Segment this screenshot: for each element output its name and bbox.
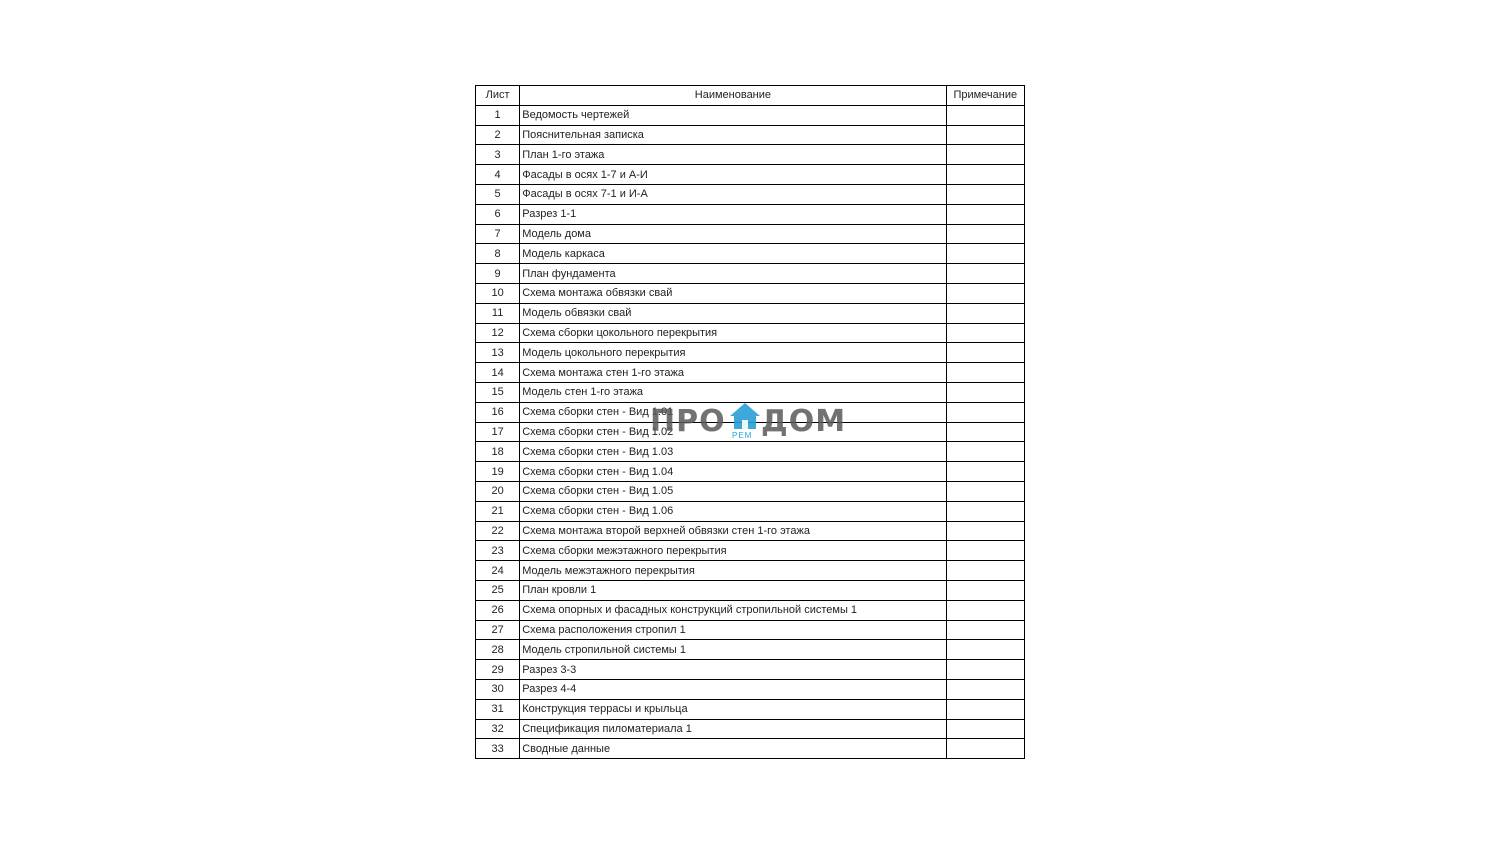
- row-drawing-name: Схема сборки стен - Вид 1.05: [520, 481, 946, 501]
- table-row: [476, 640, 1025, 660]
- table-row: [476, 660, 1025, 680]
- row-sheet-number: 28: [476, 640, 520, 660]
- row-sheet-number: 30: [476, 679, 520, 699]
- row-sheet-number: 3: [476, 145, 520, 165]
- table-row: [476, 481, 1025, 501]
- table-header-row: [476, 86, 1025, 106]
- row-drawing-name: Фасады в осях 7-1 и И-А: [520, 184, 946, 204]
- row-drawing-name: Схема монтажа обвязки свай: [520, 283, 946, 303]
- row-note: [946, 402, 1024, 422]
- row-note: [946, 283, 1024, 303]
- row-drawing-name: Модель цокольного перекрытия: [520, 343, 946, 363]
- table-row: [476, 264, 1025, 284]
- row-drawing-name: План 1-го этажа: [520, 145, 946, 165]
- table-row: [476, 719, 1025, 739]
- table-row: [476, 422, 1025, 442]
- row-drawing-name: Схема сборки стен - Вид 1.02: [520, 422, 946, 442]
- drawings-list-table: [475, 85, 1025, 759]
- table-row: [476, 343, 1025, 363]
- row-sheet-number: 24: [476, 561, 520, 581]
- row-sheet-number: 14: [476, 363, 520, 383]
- row-note: [946, 343, 1024, 363]
- table-row: [476, 145, 1025, 165]
- row-drawing-name: Ведомость чертежей: [520, 105, 946, 125]
- row-drawing-name: Схема сборки межэтажного перекрытия: [520, 541, 946, 561]
- row-sheet-number: 15: [476, 382, 520, 402]
- table-row: [476, 600, 1025, 620]
- row-note: [946, 501, 1024, 521]
- table-row: [476, 699, 1025, 719]
- table-row: [476, 323, 1025, 343]
- row-note: [946, 204, 1024, 224]
- row-sheet-number: 23: [476, 541, 520, 561]
- row-drawing-name: Модель обвязки свай: [520, 303, 946, 323]
- row-sheet-number: 17: [476, 422, 520, 442]
- row-drawing-name: Схема сборки стен - Вид 1.03: [520, 442, 946, 462]
- table-row: [476, 382, 1025, 402]
- row-sheet-number: 9: [476, 264, 520, 284]
- table-row: [476, 739, 1025, 759]
- row-sheet-number: 20: [476, 481, 520, 501]
- row-sheet-number: 32: [476, 719, 520, 739]
- table-row: [476, 521, 1025, 541]
- row-note: [946, 363, 1024, 383]
- row-note: [946, 165, 1024, 185]
- row-sheet-number: 5: [476, 184, 520, 204]
- row-note: [946, 244, 1024, 264]
- row-note: [946, 660, 1024, 680]
- row-sheet-number: 21: [476, 501, 520, 521]
- row-sheet-number: 7: [476, 224, 520, 244]
- row-sheet-number: 25: [476, 580, 520, 600]
- row-note: [946, 521, 1024, 541]
- row-note: [946, 600, 1024, 620]
- row-note: [946, 323, 1024, 343]
- table-row: [476, 442, 1025, 462]
- row-note: [946, 184, 1024, 204]
- row-drawing-name: Сводные данные: [520, 739, 946, 759]
- row-drawing-name: Модель межэтажного перекрытия: [520, 561, 946, 581]
- table-row: [476, 402, 1025, 422]
- row-note: [946, 640, 1024, 660]
- row-drawing-name: Спецификация пиломатериала 1: [520, 719, 946, 739]
- table-row: [476, 580, 1025, 600]
- table-row: [476, 303, 1025, 323]
- row-drawing-name: Разрез 4-4: [520, 679, 946, 699]
- row-drawing-name: Модель каркаса: [520, 244, 946, 264]
- watermark-text-right: ДОМ: [761, 404, 847, 439]
- table-row: [476, 224, 1025, 244]
- row-note: [946, 699, 1024, 719]
- row-drawing-name: План фундамента: [520, 264, 946, 284]
- table-body: [476, 105, 1025, 758]
- row-note: [946, 561, 1024, 581]
- table-row: [476, 561, 1025, 581]
- table-row: [476, 501, 1025, 521]
- table-row: [476, 125, 1025, 145]
- table-row: [476, 165, 1025, 185]
- row-note: [946, 679, 1024, 699]
- row-sheet-number: 33: [476, 739, 520, 759]
- table-row: [476, 244, 1025, 264]
- row-sheet-number: 2: [476, 125, 520, 145]
- table-row: [476, 204, 1025, 224]
- row-sheet-number: 18: [476, 442, 520, 462]
- row-sheet-number: 1: [476, 105, 520, 125]
- row-note: [946, 264, 1024, 284]
- table-row: [476, 363, 1025, 383]
- row-note: [946, 620, 1024, 640]
- row-note: [946, 105, 1024, 125]
- table-row: [476, 184, 1025, 204]
- row-note: [946, 422, 1024, 442]
- row-drawing-name: Модель стен 1-го этажа: [520, 382, 946, 402]
- row-drawing-name: Схема сборки цокольного перекрытия: [520, 323, 946, 343]
- row-drawing-name: Модель стропильной системы 1: [520, 640, 946, 660]
- row-sheet-number: 16: [476, 402, 520, 422]
- row-note: [946, 462, 1024, 482]
- row-note: [946, 125, 1024, 145]
- row-note: [946, 580, 1024, 600]
- row-drawing-name: Схема монтажа стен 1-го этажа: [520, 363, 946, 383]
- row-sheet-number: 27: [476, 620, 520, 640]
- row-note: [946, 303, 1024, 323]
- row-sheet-number: 19: [476, 462, 520, 482]
- row-sheet-number: 6: [476, 204, 520, 224]
- row-drawing-name: Фасады в осях 1-7 и А-И: [520, 165, 946, 185]
- row-sheet-number: 22: [476, 521, 520, 541]
- row-sheet-number: 29: [476, 660, 520, 680]
- table-row: [476, 462, 1025, 482]
- row-sheet-number: 31: [476, 699, 520, 719]
- row-note: [946, 224, 1024, 244]
- row-note: [946, 442, 1024, 462]
- row-drawing-name: Схема монтажа второй верхней обвязки стен 1-го этажа: [520, 521, 946, 541]
- header-name: Наименование: [520, 86, 946, 106]
- watermark-subtext: РЕМ: [732, 431, 753, 440]
- watermark-text-left: ПРО: [650, 404, 726, 439]
- row-drawing-name: Пояснительная записка: [520, 125, 946, 145]
- row-sheet-number: 26: [476, 600, 520, 620]
- table-row: [476, 620, 1025, 640]
- row-drawing-name: Разрез 3-3: [520, 660, 946, 680]
- row-note: [946, 382, 1024, 402]
- row-note: [946, 145, 1024, 165]
- row-sheet-number: 8: [476, 244, 520, 264]
- header-note: Примечание: [946, 86, 1024, 106]
- row-note: [946, 481, 1024, 501]
- row-drawing-name: Схема сборки стен - Вид 1.04: [520, 462, 946, 482]
- row-drawing-name: Разрез 1-1: [520, 204, 946, 224]
- row-note: [946, 719, 1024, 739]
- row-sheet-number: 12: [476, 323, 520, 343]
- row-sheet-number: 4: [476, 165, 520, 185]
- row-drawing-name: Схема сборки стен - Вид 1.06: [520, 501, 946, 521]
- table-row: [476, 541, 1025, 561]
- table-row: [476, 105, 1025, 125]
- table-row: [476, 283, 1025, 303]
- table-row: [476, 679, 1025, 699]
- row-sheet-number: 10: [476, 283, 520, 303]
- header-sheet: Лист: [476, 86, 520, 106]
- row-drawing-name: План кровли 1: [520, 580, 946, 600]
- row-note: [946, 541, 1024, 561]
- row-drawing-name: Конструкция террасы и крыльца: [520, 699, 946, 719]
- row-drawing-name: Схема расположения стропил 1: [520, 620, 946, 640]
- row-sheet-number: 11: [476, 303, 520, 323]
- row-sheet-number: 13: [476, 343, 520, 363]
- row-drawing-name: Модель дома: [520, 224, 946, 244]
- row-drawing-name: Схема сборки стен - Вид 1.01: [520, 402, 946, 422]
- row-drawing-name: Схема опорных и фасадных конструкций стропильной системы 1: [520, 600, 946, 620]
- row-note: [946, 739, 1024, 759]
